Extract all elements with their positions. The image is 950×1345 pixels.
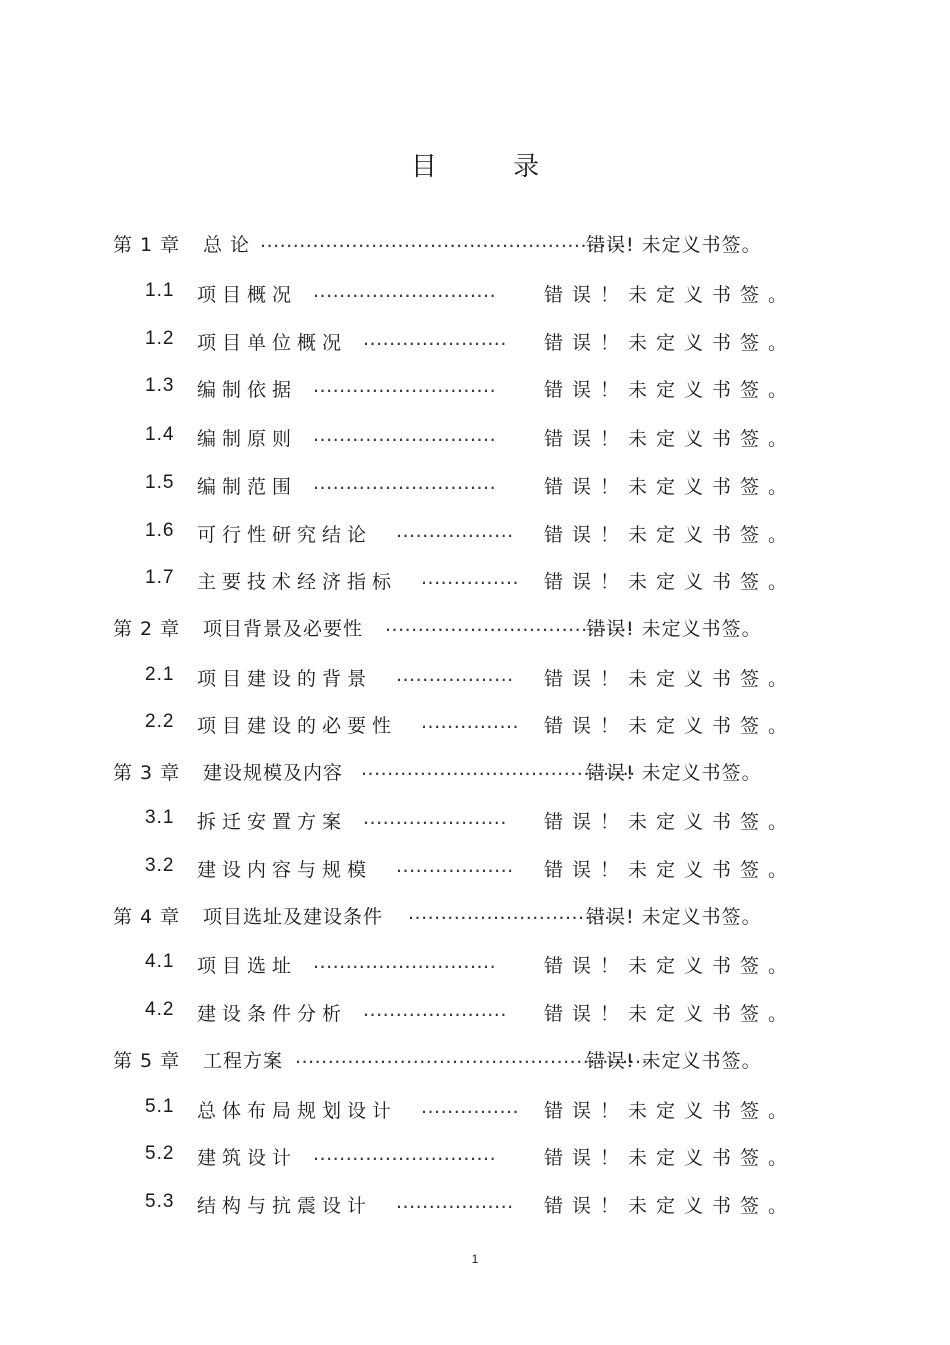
toc-entry-number: 1.3 [145, 375, 175, 396]
toc-dot-leader: .................. [396, 1191, 514, 1213]
toc-page-reference: 错误! 未定义书签。 [586, 618, 762, 640]
toc-entry-number: 第 5 章 [113, 1050, 181, 1072]
toc-entry-title: 项目选址 [197, 955, 298, 977]
toc-page-reference: 错误! 未定义书签。 [586, 234, 762, 256]
toc-entry-title: 拆迁安置方案 [197, 811, 348, 833]
toc-chapter-row[interactable] [0, 1046, 950, 1076]
toc-entry-title: 建筑设计 [197, 1147, 298, 1169]
toc-dot-leader: ............... [421, 1096, 520, 1118]
toc-section-row[interactable] [0, 1143, 950, 1173]
toc-dot-leader: .................. [396, 664, 514, 686]
toc-page-reference: 错误! 未定义书签。 [586, 906, 762, 928]
toc-section-row[interactable] [0, 951, 950, 981]
toc-section-row[interactable] [0, 807, 950, 837]
toc-dot-leader: .......................................... [361, 758, 636, 780]
toc-page-reference: 错误！未定义书签。 [544, 1003, 797, 1025]
toc-dot-leader: ................................ [408, 902, 618, 924]
toc-page-reference: 错误！未定义书签。 [544, 1100, 797, 1122]
toc-entry-number: 5.2 [145, 1143, 175, 1164]
toc-section-row[interactable] [0, 1191, 950, 1221]
toc-entry-title: 项目背景及必要性 [203, 618, 364, 640]
toc-dot-leader: ............... [421, 567, 520, 589]
toc-dot-leader: ............................ [313, 951, 497, 973]
toc-page-reference: 错误！未定义书签。 [544, 859, 797, 881]
toc-entry-number: 3.2 [145, 855, 175, 876]
toc-page-reference: 错误！未定义书签。 [544, 955, 797, 977]
toc-entry-title: 项目建设的必要性 [197, 715, 398, 737]
toc-entry-number: 5.3 [145, 1191, 175, 1212]
toc-entry-number: 1.5 [145, 472, 175, 493]
toc-dot-leader: ...................................... [385, 614, 634, 636]
toc-section-row[interactable] [0, 711, 950, 741]
toc-entry-title: 编制范围 [197, 476, 298, 498]
toc-page-reference: 错误！未定义书签。 [544, 332, 797, 354]
toc-page-reference: 错误！未定义书签。 [544, 284, 797, 306]
toc-page-reference: 错误！未定义书签。 [544, 668, 797, 690]
toc-entry-number: 第 2 章 [113, 618, 181, 640]
toc-section-row[interactable] [0, 424, 950, 454]
toc-page-reference: 错误！未定义书签。 [544, 571, 797, 593]
toc-page-reference: 错误！未定义书签。 [544, 715, 797, 737]
toc-dot-leader: ............................ [313, 424, 497, 446]
toc-page-reference: 错误! 未定义书签。 [586, 1050, 762, 1072]
toc-section-row[interactable] [0, 1096, 950, 1126]
toc-entry-title: 工程方案 [203, 1050, 284, 1072]
toc-section-row[interactable] [0, 567, 950, 597]
toc-entry-number: 1.6 [145, 520, 175, 541]
toc-entry-number: 4.1 [145, 951, 175, 972]
toc-entry-number: 第 4 章 [113, 906, 181, 928]
toc-dot-leader: .................. [396, 855, 514, 877]
toc-page-reference: 错误! 未定义书签。 [586, 762, 762, 784]
toc-section-row[interactable] [0, 520, 950, 550]
toc-page-reference: 错误！未定义书签。 [544, 428, 797, 450]
toc-chapter-row[interactable] [0, 758, 950, 788]
toc-entry-title: 总体布局规划设计 [197, 1100, 398, 1122]
toc-entry-title: 项目单位概况 [197, 332, 348, 354]
toc-entry-number: 2.1 [145, 664, 175, 685]
toc-entry-title: 项目选址及建设条件 [203, 906, 384, 928]
toc-section-row[interactable] [0, 999, 950, 1029]
toc-dot-leader: ............................ [313, 472, 497, 494]
toc-page-reference: 错误！未定义书签。 [544, 476, 797, 498]
toc-entry-title: 建设内容与规模 [197, 859, 373, 881]
toc-entry-number: 第 1 章 [113, 234, 181, 256]
toc-dot-leader: ............................ [313, 375, 497, 397]
toc-dot-leader: ............................ [313, 280, 497, 302]
toc-section-row[interactable] [0, 328, 950, 358]
toc-entry-number: 1.7 [145, 567, 175, 588]
toc-section-row[interactable] [0, 664, 950, 694]
toc-entry-title: 建设规模及内容 [203, 762, 344, 784]
toc-entry-number: 4.2 [145, 999, 175, 1020]
toc-entry-number: 1.4 [145, 424, 175, 445]
toc-entry-number: 第 3 章 [113, 762, 181, 784]
toc-section-row[interactable] [0, 855, 950, 885]
toc-dot-leader: ...................... [363, 328, 507, 350]
page-number: 1 [471, 1252, 479, 1266]
toc-entry-title: 总 论 [203, 234, 251, 256]
toc-entry-title: 编制原则 [197, 428, 298, 450]
toc-entry-number: 2.2 [145, 711, 175, 732]
toc-page-reference: 错误！未定义书签。 [544, 524, 797, 546]
toc-page-reference: 错误！未定义书签。 [544, 379, 797, 401]
toc-page-reference: 错误！未定义书签。 [544, 811, 797, 833]
toc-dot-leader: ............................ [313, 1143, 497, 1165]
toc-dot-leader: ...................................................... [295, 1046, 649, 1068]
toc-entry-number: 1.1 [145, 280, 175, 301]
toc-entry-title: 结构与抗震设计 [197, 1195, 373, 1217]
toc-section-row[interactable] [0, 375, 950, 405]
toc-entry-title: 建设条件分析 [197, 1003, 348, 1025]
toc-dot-leader: ...................... [363, 807, 507, 829]
toc-entry-title: 可行性研究结论 [197, 524, 373, 546]
toc-entry-number: 1.2 [145, 328, 175, 349]
toc-chapter-row[interactable] [0, 230, 950, 260]
toc-section-row[interactable] [0, 280, 950, 310]
toc-entry-title: 项目建设的背景 [197, 668, 373, 690]
toc-dot-leader: ........................................................ [260, 230, 627, 252]
toc-section-row[interactable] [0, 472, 950, 502]
toc-page-reference: 错误！未定义书签。 [544, 1195, 797, 1217]
toc-chapter-row[interactable] [0, 614, 950, 644]
toc-entry-number: 5.1 [145, 1096, 175, 1117]
toc-dot-leader: ...................... [363, 999, 507, 1021]
page-title: 目 录 [410, 152, 574, 182]
toc-chapter-row[interactable] [0, 902, 950, 932]
toc-entry-number: 3.1 [145, 807, 175, 828]
toc-entry-title: 编制依据 [197, 379, 298, 401]
toc-dot-leader: ............... [421, 711, 520, 733]
toc-entry-title: 主要技术经济指标 [197, 571, 398, 593]
toc-entry-title: 项目概况 [197, 284, 298, 306]
toc-page-reference: 错误！未定义书签。 [544, 1147, 797, 1169]
toc-dot-leader: .................. [396, 520, 514, 542]
